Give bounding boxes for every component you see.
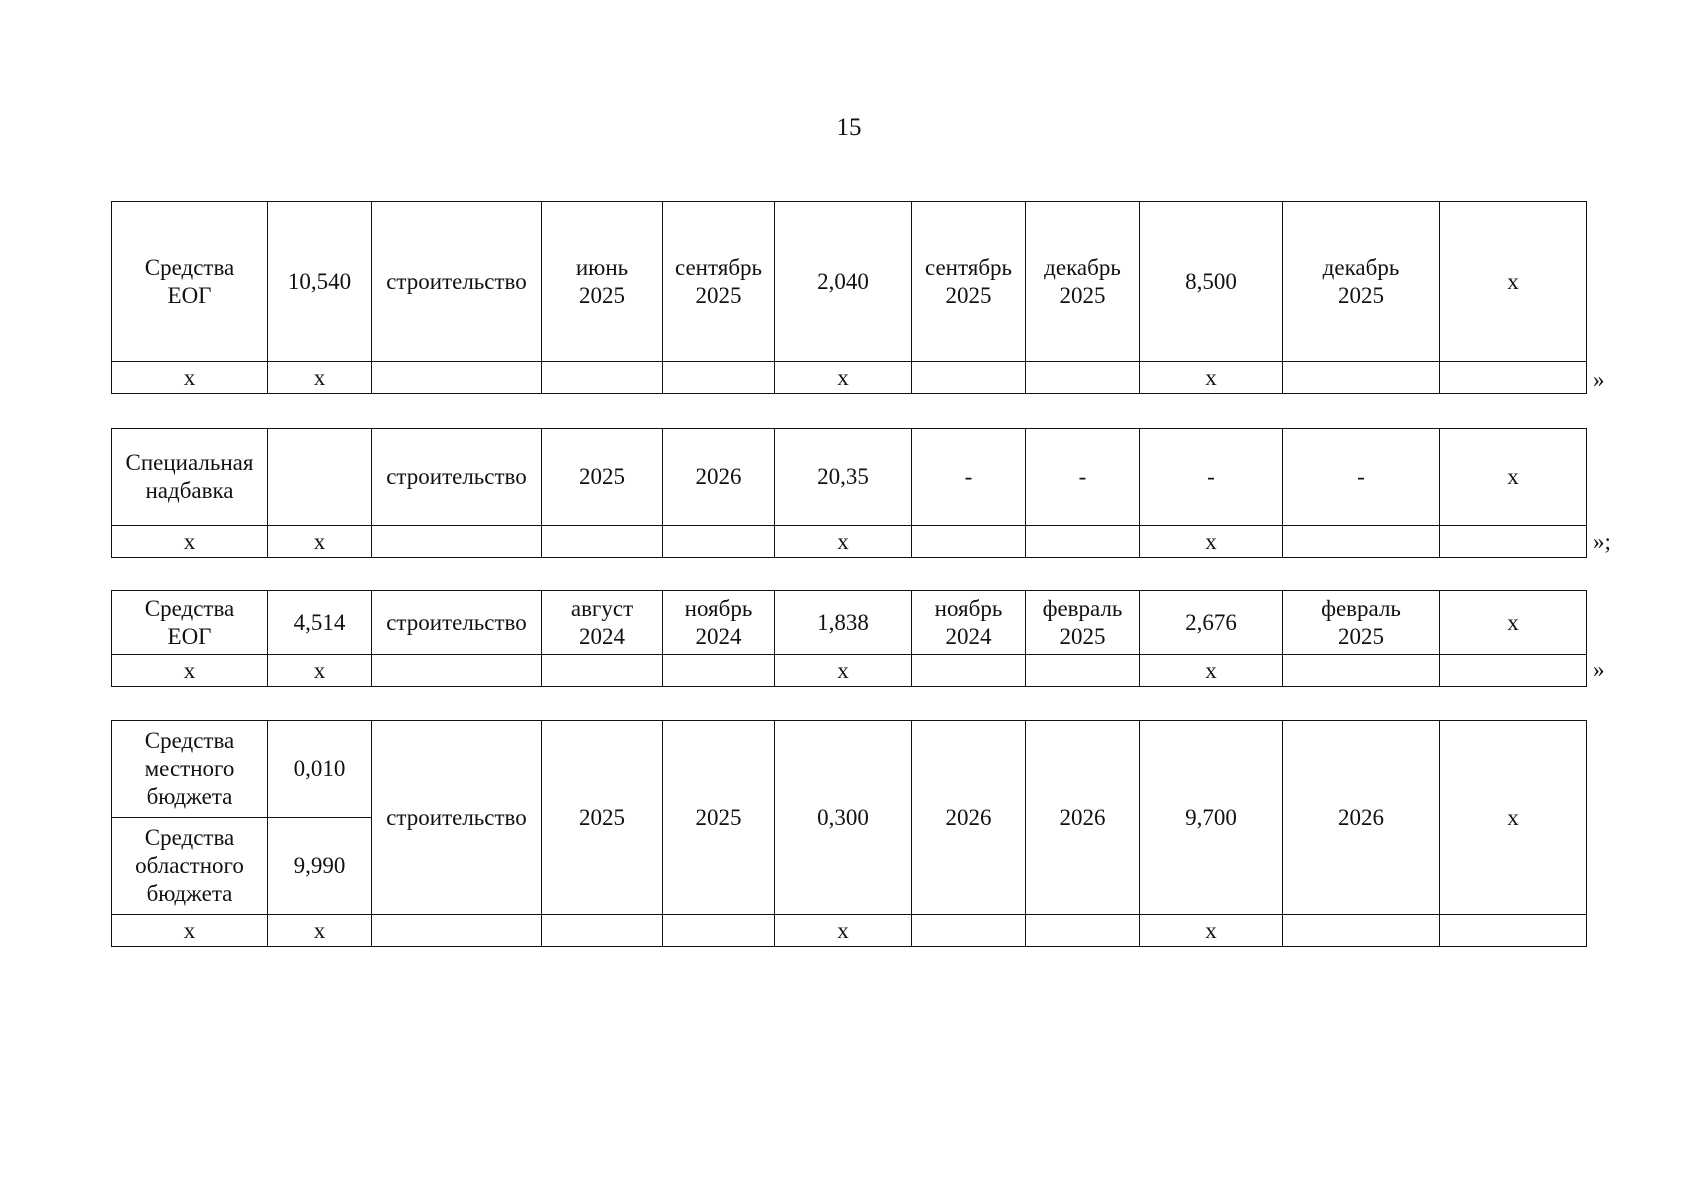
work-type-cell: строительство — [372, 429, 542, 526]
budget-table-3 — [111, 590, 1587, 687]
table-row — [112, 202, 1587, 362]
amount-cell: 0,010 — [268, 721, 372, 818]
table-cell: х — [775, 362, 912, 394]
table-cell: х — [112, 655, 268, 687]
closing-quote: » — [1593, 657, 1605, 682]
stage2-start-cell: ноябрь 2024 — [912, 591, 1026, 655]
table-cell: х — [268, 655, 372, 687]
table-cell — [1026, 655, 1140, 687]
table-cell: х — [775, 526, 912, 558]
work-type-cell: строительство — [372, 591, 542, 655]
table-row — [112, 526, 1587, 558]
page-number: 15 — [836, 114, 862, 141]
funding-source-cell: Средства ЕОГ — [112, 202, 268, 362]
funding-source-cell: Средства областного бюджета — [112, 818, 268, 915]
table-cell — [1026, 915, 1140, 947]
table-row — [112, 591, 1587, 655]
table-cell — [1440, 526, 1587, 558]
amount-cell: 10,540 — [268, 202, 372, 362]
table-cell — [912, 915, 1026, 947]
table-cell: х — [268, 362, 372, 394]
table-cell — [663, 362, 775, 394]
amount-cell: 9,990 — [268, 818, 372, 915]
table-cell — [663, 915, 775, 947]
table-cell: х — [112, 526, 268, 558]
table-cell: х — [268, 526, 372, 558]
table-cell — [372, 655, 542, 687]
table-cell — [663, 526, 775, 558]
table-cell — [1283, 915, 1440, 947]
end-date-cell: 2026 — [663, 429, 775, 526]
marker-cell: х — [1440, 202, 1587, 362]
stage2-start-cell: - — [912, 429, 1026, 526]
table-cell — [542, 526, 663, 558]
table-cell: х — [112, 915, 268, 947]
stage2-amount-cell: 8,500 — [1140, 202, 1283, 362]
start-date-cell: июнь 2025 — [542, 202, 663, 362]
table-cell — [1026, 362, 1140, 394]
end-date-cell: 2025 — [663, 721, 775, 915]
table-cell: х — [775, 655, 912, 687]
table-cell — [912, 362, 1026, 394]
marker-cell: х — [1440, 429, 1587, 526]
table-row — [112, 721, 1587, 818]
table-cell — [542, 915, 663, 947]
table-cell — [542, 362, 663, 394]
work-type-cell: строительство — [372, 202, 542, 362]
closing-quote: » — [1593, 367, 1605, 392]
table-cell: х — [1140, 362, 1283, 394]
marker-cell: х — [1440, 591, 1587, 655]
table-cell — [1283, 526, 1440, 558]
budget-table-2 — [111, 428, 1587, 558]
completion-date-cell: - — [1283, 429, 1440, 526]
completion-date-cell: 2026 — [1283, 721, 1440, 915]
end-date-cell: ноябрь 2024 — [663, 591, 775, 655]
start-date-cell: август 2024 — [542, 591, 663, 655]
budget-table-4 — [111, 720, 1587, 947]
table-cell — [1283, 655, 1440, 687]
table-cell: х — [268, 915, 372, 947]
stage2-start-cell: 2026 — [912, 721, 1026, 915]
stage1-amount-cell: 0,300 — [775, 721, 912, 915]
work-type-cell: строительство — [372, 721, 542, 915]
table-cell — [1440, 362, 1587, 394]
stage2-end-cell: 2026 — [1026, 721, 1140, 915]
table-row — [112, 429, 1587, 526]
stage2-amount-cell: 9,700 — [1140, 721, 1283, 915]
funding-source-cell: Специальная надбавка — [112, 429, 268, 526]
table-cell — [912, 526, 1026, 558]
table-cell: х — [1140, 915, 1283, 947]
funding-source-cell: Средства ЕОГ — [112, 591, 268, 655]
stage1-amount-cell: 20,35 — [775, 429, 912, 526]
table-cell: х — [112, 362, 268, 394]
table-cell — [372, 526, 542, 558]
table-cell — [912, 655, 1026, 687]
stage2-amount-cell: 2,676 — [1140, 591, 1283, 655]
stage1-amount-cell: 1,838 — [775, 591, 912, 655]
table-cell — [1026, 526, 1140, 558]
stage2-end-cell: февраль 2025 — [1026, 591, 1140, 655]
stage1-amount-cell: 2,040 — [775, 202, 912, 362]
table-cell — [542, 655, 663, 687]
closing-quote: »; — [1593, 529, 1611, 554]
table-cell — [663, 655, 775, 687]
table-row — [112, 915, 1587, 947]
stage2-amount-cell: - — [1140, 429, 1283, 526]
table-cell: х — [1140, 655, 1283, 687]
stage2-end-cell: декабрь 2025 — [1026, 202, 1140, 362]
budget-table-1 — [111, 201, 1587, 394]
table-cell: х — [1140, 526, 1283, 558]
completion-date-cell: декабрь 2025 — [1283, 202, 1440, 362]
amount-cell — [268, 429, 372, 526]
table-cell — [1283, 362, 1440, 394]
funding-source-cell: Средства местного бюджета — [112, 721, 268, 818]
table-row — [112, 362, 1587, 394]
stage2-start-cell: сентябрь 2025 — [912, 202, 1026, 362]
end-date-cell: сентябрь 2025 — [663, 202, 775, 362]
table-cell — [372, 362, 542, 394]
table-cell — [372, 915, 542, 947]
completion-date-cell: февраль 2025 — [1283, 591, 1440, 655]
start-date-cell: 2025 — [542, 429, 663, 526]
table-row — [112, 655, 1587, 687]
table-cell: х — [775, 915, 912, 947]
start-date-cell: 2025 — [542, 721, 663, 915]
table-cell — [1440, 655, 1587, 687]
amount-cell: 4,514 — [268, 591, 372, 655]
table-cell — [1440, 915, 1587, 947]
stage2-end-cell: - — [1026, 429, 1140, 526]
marker-cell: х — [1440, 721, 1587, 915]
